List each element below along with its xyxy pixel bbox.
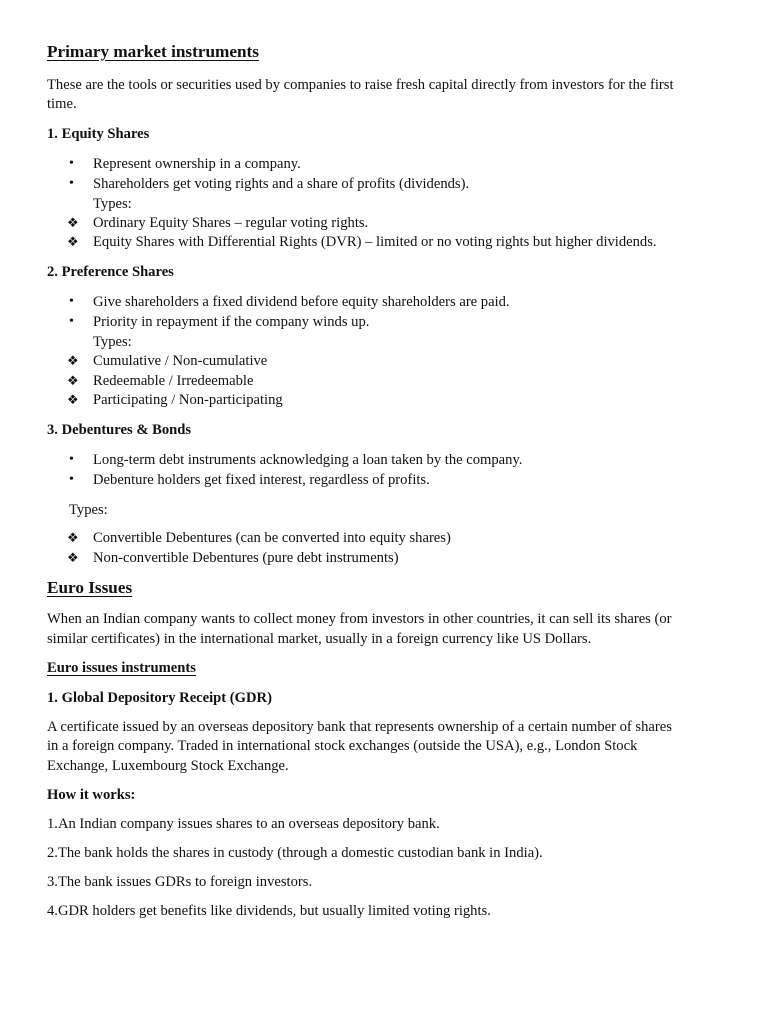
heading-how-it-works: How it works: — [47, 787, 136, 803]
euro-intro-line-1: When an Indian company wants to collect money from investors in other countries, it can sell its shares (or — [47, 611, 672, 627]
bullet-icon: • — [69, 314, 74, 329]
bullet-icon: • — [69, 294, 74, 309]
list-item-text: Ordinary Equity Shares – regular voting rights. — [93, 215, 369, 231]
diamond-bullet-icon: ❖ — [67, 353, 79, 368]
heading-equity-shares: 1. Equity Shares — [47, 126, 150, 142]
bullet-icon: • — [69, 156, 74, 171]
list-item-text: Cumulative / Non-cumulative — [93, 353, 268, 369]
step-2: 2.The bank holds the shares in custody (through a domestic custodian bank in India). — [47, 845, 543, 861]
gdr-desc-line-2: in a foreign company. Traded in international stock exchanges (outside the USA), e.g., London Stock — [47, 738, 638, 754]
heading-preference-shares: 2. Preference Shares — [47, 264, 174, 280]
gdr-desc-line-1: A certificate issued by an overseas depository bank that represents ownership of a certain number of shares — [47, 719, 672, 735]
list-item-text: Give shareholders a fixed dividend before equity shareholders are paid. — [93, 294, 510, 310]
list-item-text: Non-convertible Debentures (pure debt instruments) — [93, 550, 399, 566]
list-item-text: Participating / Non-participating — [93, 392, 283, 408]
bullet-icon: • — [69, 452, 74, 467]
heading-debentures-bonds: 3. Debentures & Bonds — [47, 422, 192, 438]
list-item-text: Convertible Debentures (can be converted into equity shares) — [93, 530, 451, 546]
list-item-text: Represent ownership in a company. — [93, 156, 301, 172]
diamond-bullet-icon: ❖ — [67, 550, 79, 565]
intro-line-2: time. — [47, 96, 77, 112]
list-item-text: Equity Shares with Differential Rights (DVR) – limited or no voting rights but higher dividends. — [93, 234, 657, 250]
list-item-text: Shareholders get voting rights and a share of profits (dividends). — [93, 176, 470, 192]
diamond-bullet-icon: ❖ — [67, 215, 79, 230]
list-item-text: Long-term debt instruments acknowledging a loan taken by the company. — [93, 452, 523, 468]
step-4: 4.GDR holders get benefits like dividends, but usually limited voting rights. — [47, 903, 491, 919]
types-label: Types: — [93, 334, 132, 350]
bullet-icon: • — [69, 176, 74, 191]
heading-gdr: 1. Global Depository Receipt (GDR) — [47, 690, 272, 706]
step-1: 1.An Indian company issues shares to an overseas depository bank. — [47, 816, 440, 832]
types-label: Types: — [69, 502, 108, 518]
section-title-primary-market: Primary market instruments — [47, 42, 259, 61]
diamond-bullet-icon: ❖ — [67, 234, 79, 249]
euro-intro-line-2: similar certificates) in the international market, usually in a foreign currency like US Dollars. — [47, 631, 592, 647]
list-item-text: Debenture holders get fixed interest, regardless of profits. — [93, 472, 430, 488]
section-title-euro-issues: Euro Issues — [47, 578, 133, 597]
diamond-bullet-icon: ❖ — [67, 530, 79, 545]
types-label: Types: — [93, 196, 132, 212]
diamond-bullet-icon: ❖ — [67, 392, 79, 407]
step-3: 3.The bank issues GDRs to foreign investors. — [47, 874, 313, 890]
subheading-euro-instruments: Euro issues instruments — [47, 660, 196, 676]
gdr-desc-line-3: Exchange, Luxembourg Stock Exchange. — [47, 758, 289, 774]
list-item-text: Priority in repayment if the company winds up. — [93, 314, 370, 330]
list-item-text: Redeemable / Irredeemable — [93, 373, 254, 389]
diamond-bullet-icon: ❖ — [67, 373, 79, 388]
intro-line-1: These are the tools or securities used by companies to raise fresh capital directly from investors for the first — [47, 77, 674, 93]
bullet-icon: • — [69, 472, 74, 487]
